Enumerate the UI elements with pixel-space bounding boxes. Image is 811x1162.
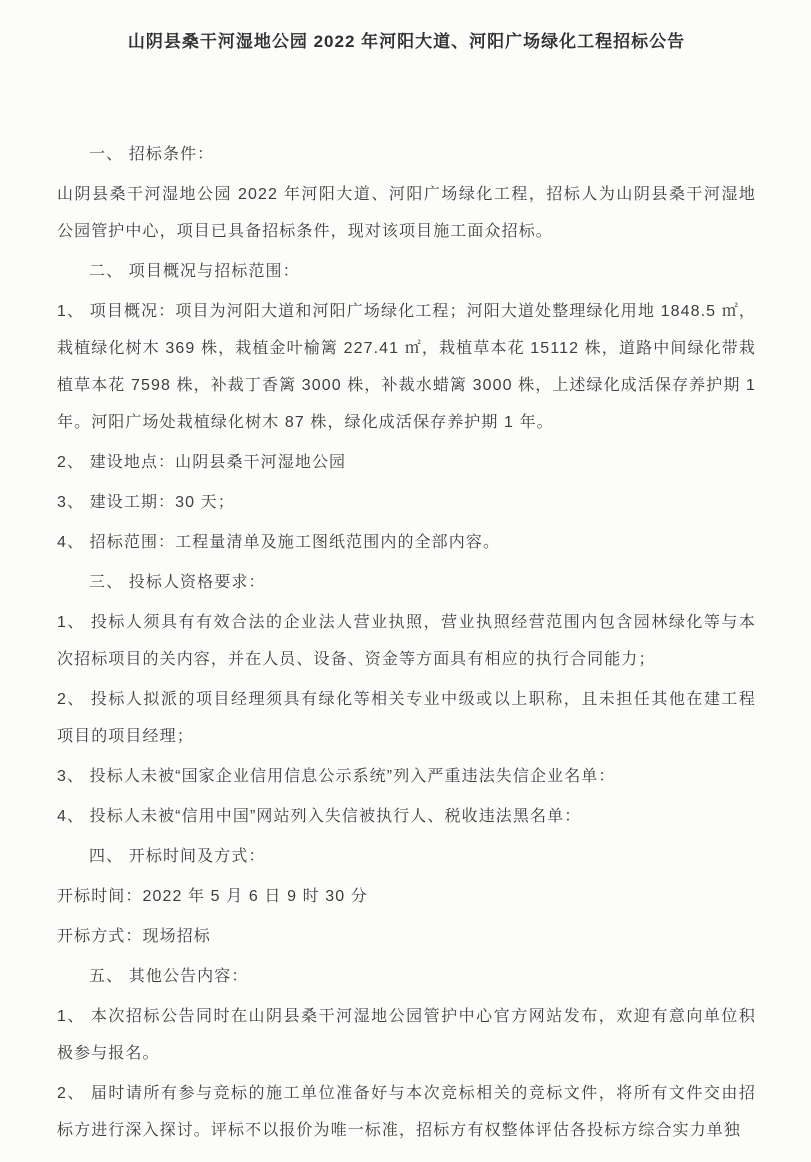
body-paragraph: 3、 投标人未被“国家企业信用信息公示系统”列入严重违法失信企业名单：	[57, 768, 616, 785]
section-heading: 二、 项目概况与招标范围：	[89, 263, 300, 280]
body-paragraph: 山阴县桑干河湿地公园 2022 年河阳大道、河阳广场绿化工程，招标人为山阴县桑干河湿地公园管护中心，项目已具备招标条件，现对该项目施工面众招标。	[57, 186, 756, 240]
body-paragraph: 2、 届时请所有参与竞标的施工单位准备好与本次竞标相关的竞标文件，将所有文件交由招标方进行深入探讨。评标不以报价为唯一标准，招标方有权整体评估各投标方综合实力单独	[57, 1085, 756, 1139]
body-paragraph: 2、 建设地点：山阴县桑干河湿地公园	[57, 454, 347, 471]
body-paragraph: 4、 招标范围：工程量清单及施工图纸范围内的全部内容。	[57, 534, 501, 551]
body-paragraph: 4、 投标人未被“信用中国”网站列入失信被执行人、税收违法黑名单：	[57, 808, 582, 825]
section-heading: 四、 开标时间及方式：	[89, 848, 266, 865]
body-paragraph: 开标方式：现场招标	[57, 928, 211, 945]
section-heading: 三、 投标人资格要求：	[89, 574, 266, 591]
section-heading: 五、 其他公告内容：	[89, 968, 249, 985]
page-title: 山阴县桑干河湿地公园 2022 年河阳大道、河阳广场绿化工程招标公告	[127, 32, 686, 51]
body-paragraph: 2、 投标人拟派的项目经理须具有绿化等相关专业中级或以上职称，且未担任其他在建工程项目的项目经理；	[57, 691, 756, 745]
document-body	[57, 136, 756, 1149]
body-paragraph: 1、 本次招标公告同时在山阴县桑干河湿地公园管护中心官方网站发布，欢迎有意向单位积极参与报名。	[57, 1008, 756, 1062]
body-paragraph: 3、 建设工期：30 天；	[57, 494, 235, 511]
body-paragraph: 开标时间：2022 年 5 月 6 日 9 时 30 分	[57, 888, 368, 905]
body-paragraph: 1、 项目概况：项目为河阳大道和河阳广场绿化工程；河阳大道处整理绿化用地 1848.5 ㎡，栽植绿化树木 369 株，栽植金叶榆篱 227.41 ㎡，栽植草本花 15112 株，道路中间绿化带栽植草本花 7598 株，补裁丁香篱 3000 株，补裁水蜡篱 3000 株，上述绿化成活保存养护期 1 年。河阳广场处栽植绿化树木 87 株，绿化成活保存养护期 1 年。	[57, 303, 756, 431]
body-paragraph: 1、 投标人须具有有效合法的企业法人营业执照，营业执照经营范围内包含园林绿化等与本次招标项目的关内容，并在人员、设备、资金等方面具有相应的执行合同能力；	[57, 614, 756, 668]
section-heading: 一、 招标条件：	[89, 146, 215, 163]
